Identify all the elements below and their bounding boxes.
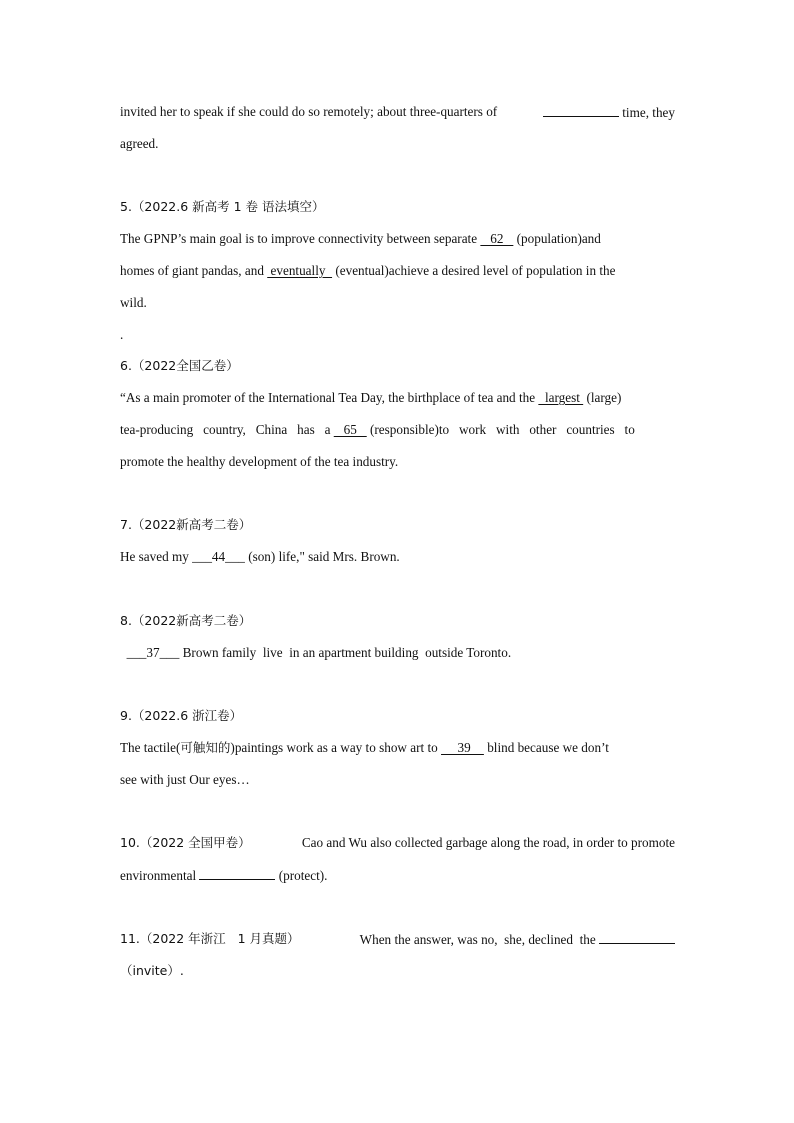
q4-tail: [543, 104, 675, 121]
q10-header: 10.（2022 全国甲卷）: [120, 835, 251, 850]
stray-dot: .: [120, 327, 124, 342]
answer-blank: [543, 104, 619, 117]
q9-text: The tactile(: [120, 740, 181, 755]
q5-answer: 62: [480, 231, 514, 246]
q6-text: tea-producing country, China has a: [120, 422, 331, 437]
q11-line-1: [120, 931, 675, 948]
q4-text-end: time, they: [622, 105, 675, 120]
q6-line-1: [120, 390, 675, 406]
q7-header: 7.（2022新高考二卷）: [120, 517, 252, 532]
answer-blank: [599, 931, 675, 944]
q9-text-end: blind because we don’t: [483, 740, 609, 755]
q11-number: 11.（: [120, 931, 153, 946]
q4-text: invited her to speak if she could do so remotely; about three-quarters of: [120, 104, 498, 119]
q5-text: homes of giant pandas, and: [120, 263, 268, 278]
q7-line-1: He saved my ___44___ (son) life," said Mrs. Brown.: [120, 549, 400, 564]
q8-line-1: ___37___ Brown family live in an apartment building outside Toronto.: [120, 645, 512, 660]
q4-line-1: [120, 104, 675, 121]
q11-line-2: （invite）.: [120, 963, 184, 978]
q5-answer: eventually: [267, 263, 333, 278]
q10-line-1: [120, 835, 675, 851]
q6-header: 6.（2022全国乙卷）: [120, 358, 239, 373]
q6-text: “As a main promoter of the International Tea Day, the birthplace of tea and the: [120, 390, 539, 405]
q5-text-end: (population)and: [513, 231, 601, 246]
q4-line-2: agreed.: [120, 136, 159, 151]
q6-answer: largest: [538, 390, 584, 405]
q9-header: 9.（2022.6 浙江卷）: [120, 708, 243, 723]
q5-text: The GPNP’s main goal is to improve connectivity between separate: [120, 231, 481, 246]
q11-paren: ）: [287, 931, 300, 946]
q5-line-3: wild.: [120, 295, 147, 310]
q11-body: [360, 931, 675, 948]
q9-chinese-gloss: 可触知的: [180, 740, 231, 755]
q9-line-1: [120, 740, 675, 756]
q5-text-end: (eventual)achieve a desired level of population in the: [332, 263, 616, 278]
q11-text: When the answer, was no, she, declined the: [359, 932, 596, 947]
q8-header: 8.（2022新高考二卷）: [120, 613, 252, 628]
q5-header: 5.（2022.6 新高考 1 卷 语法填空）: [120, 199, 325, 214]
q6-answer: 65: [333, 422, 367, 437]
q6-line-3: promote the healthy development of the tea industry.: [120, 454, 399, 469]
q10-text: environmental: [120, 868, 197, 883]
q10-text-end: (protect).: [278, 868, 328, 883]
q10-text: Cao and Wu also collected garbage along the road, in order to promote: [301, 835, 675, 850]
q9-line-2: see with just Our eyes…: [120, 772, 250, 787]
q6-text-end: (responsible)to work with other countries to: [370, 422, 635, 437]
q11-header: [120, 931, 300, 948]
q5-line-2: [120, 263, 675, 279]
answer-blank: [199, 867, 275, 880]
q5-line-1: [120, 231, 675, 247]
q9-answer: 39: [441, 740, 484, 755]
q11-source: 2022 年浙江 1 月真题: [152, 931, 288, 946]
q9-text-mid: )paintings work as a way to show art to: [230, 740, 442, 755]
q6-text-end: (large): [583, 390, 622, 405]
q6-line-2: [120, 422, 675, 438]
q10-line-2: [120, 867, 675, 884]
